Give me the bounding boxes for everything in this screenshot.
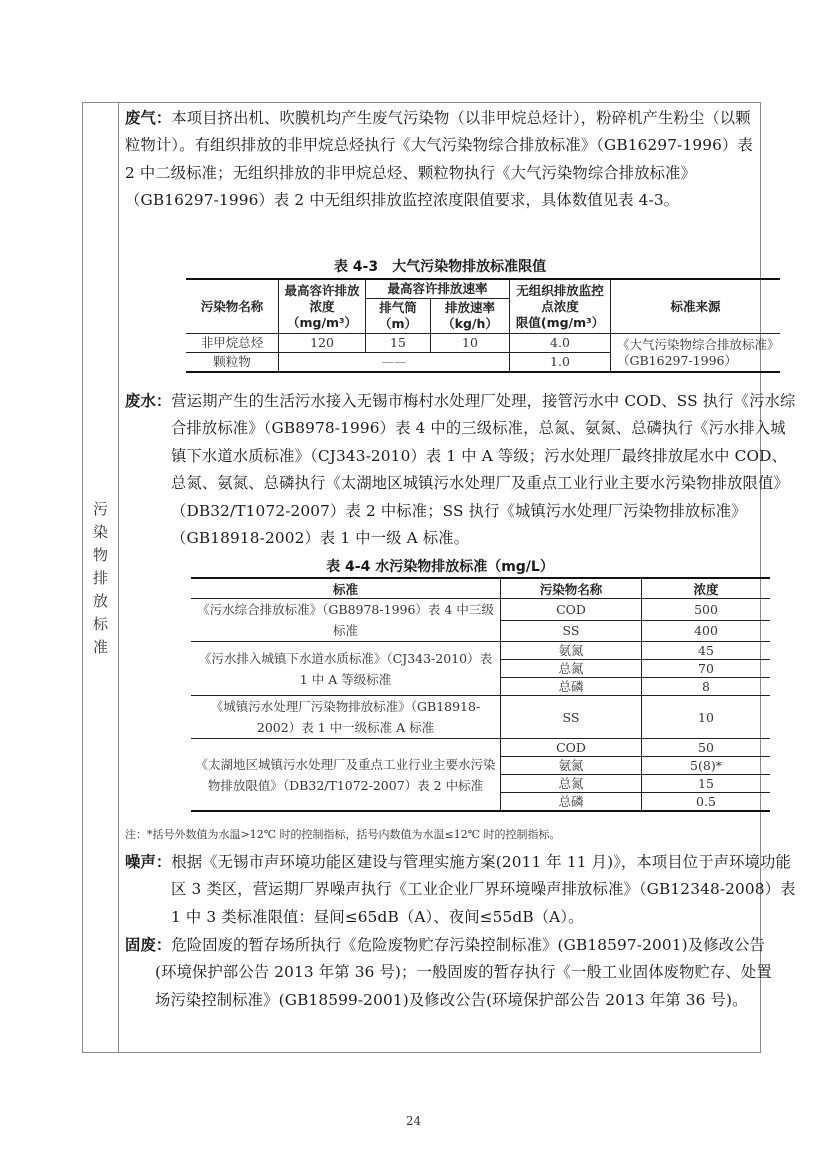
table-header-row <box>191 578 770 599</box>
header-rate-label: 排放速率 <box>444 300 495 315</box>
cell-standard: 《污水综合排放标准》（GB8978-1996）表 4 中三级标准 <box>191 599 501 642</box>
waste-water-lead: 废水： <box>125 392 172 410</box>
cell-pollutant: 颗粒物 <box>186 353 279 373</box>
table-header-row <box>186 279 780 299</box>
cell-value: 5(8)* <box>642 757 771 775</box>
table-4-4 <box>191 577 770 812</box>
cell-merged-empty: —— <box>279 353 510 373</box>
header-pollutant: 污染物名称 <box>186 279 279 334</box>
header-rate <box>431 299 510 334</box>
cell-value: 15 <box>642 775 771 793</box>
waste-water-paragraph <box>125 388 801 552</box>
header-pollutant: 污染物名称 <box>501 578 642 599</box>
cell-rate: 10 <box>431 334 510 353</box>
label-char: 染 <box>92 523 108 541</box>
table-4-3 <box>186 278 780 373</box>
cell-pollutant: 氨氮 <box>501 642 642 660</box>
waste-gas-paragraph <box>125 105 755 215</box>
header-max-rate: 最高容许排放速率 <box>366 279 510 299</box>
cell-value: 8 <box>642 678 771 696</box>
cell-pollutant: 总氮 <box>501 775 642 793</box>
cell-pollutant: COD <box>501 739 642 757</box>
cell-value: 400 <box>642 620 771 642</box>
page-number: 24 <box>405 1114 422 1128</box>
header-source: 标准来源 <box>611 279 781 334</box>
waste-gas-lead: 废气： <box>125 109 172 127</box>
cell-pollutant: 非甲烷总烃 <box>186 334 279 353</box>
column-separator <box>118 103 119 1052</box>
table-note: 注：*括号外数值为水温>12℃ 时的控制指标，括号内数值为水温≤12℃ 时的控制指标。 <box>125 828 561 841</box>
cell-standard: 《太湖地区城镇污水处理厂及重点工业行业主要水污染物排放限值》（DB32/T1072-2007）表 2 中标准 <box>191 739 501 812</box>
label-char: 排 <box>92 569 108 587</box>
noise-text: 根据《无锡市声环境功能区建设与管理实施方案(2011 年 11 月)》，本项目位于声环境功能区 3 类区，营运期厂界噪声执行《工业企业厂界环境噪声排放标准》（GB12348-2008）表 1 中 3 类标准限值：昼间≤65dB（A）、夜间≤55dB（A）。 <box>171 853 796 926</box>
cell-pollutant: 总磷 <box>501 678 642 696</box>
label-char: 标 <box>92 615 108 633</box>
label-char: 污 <box>92 500 108 518</box>
solid-waste-lead: 固废： <box>125 936 172 954</box>
table-row <box>191 696 770 739</box>
header-fugitive-label: 无组织排放监控点浓度 <box>516 282 604 314</box>
waste-water-text: 营运期产生的生活污水接入无锡市梅村水处理厂处理，接管污水中 COD、SS 执行《污水综合排放标准》（GB8978-1996）表 4 中的三级标准，总氮、氨氮、总磷执行《污水排入城镇下水道水质标准》（CJ343-2010）表 1 中 A 等级；污水处理厂最终排放尾水中 COD、总氮、氨氮、总磷执行《太湖地区城镇污水处理厂及重点工业行业主要水污染物排放限值》（DB32/T1072-2007）表 2 中标准；SS 执行《城镇污水处理厂污染物排放标准》（GB18918-2002）表 1 中一级 A 标准。 <box>171 392 796 548</box>
table-row <box>191 599 770 621</box>
header-fugitive <box>510 279 611 334</box>
standards-frame <box>82 102 796 1053</box>
noise-lead: 噪声： <box>125 853 172 871</box>
waste-gas-text: 本项目挤出机、吹膜机均产生废气污染物（以非甲烷总烃计），粉碎机产生粉尘（以颗粒物计）。有组织排放的非甲烷总烃执行《大气污染物综合排放标准》（GB16297-1996）表 2 中二级标准；无组织排放的非甲烷总烃、颗粒物执行《大气污染物综合排放标准》（GB16297-1996）表 2 中无组织排放监控浓度限值要求，具体数值见表 4-3。 <box>125 109 753 210</box>
cell-fugitive: 4.0 <box>510 334 611 353</box>
cell-source: 《大气污染物综合排放标准》（GB16297-1996） <box>611 334 781 373</box>
header-stack <box>366 299 431 334</box>
header-rate-unit: （kg/h） <box>442 316 498 331</box>
solid-waste-paragraph <box>125 932 785 1014</box>
header-concentration: 浓度 <box>642 578 771 599</box>
label-char: 放 <box>92 592 108 610</box>
cell-standard: 《污水排入城镇下水道水质标准》（CJ343-2010）表 1 中 A 等级标准 <box>191 642 501 696</box>
cell-value: 50 <box>642 739 771 757</box>
table-4-4-caption: 表 4-4 水污染物排放标准（mg/L） <box>326 559 554 575</box>
cell-value: 0.5 <box>642 793 771 812</box>
cell-fugitive: 1.0 <box>510 353 611 373</box>
section-label <box>83 498 118 659</box>
cell-max-conc: 120 <box>279 334 366 353</box>
header-standard: 标准 <box>191 578 501 599</box>
cell-pollutant: SS <box>501 620 642 642</box>
cell-value: 10 <box>642 696 771 739</box>
header-max-conc <box>279 279 366 334</box>
label-char: 准 <box>92 638 108 656</box>
header-stack-label: 排气筒 <box>379 300 417 315</box>
label-char: 物 <box>92 546 108 564</box>
noise-paragraph <box>125 849 801 931</box>
cell-pollutant: COD <box>501 599 642 621</box>
header-stack-unit: （m） <box>378 316 418 331</box>
cell-value: 45 <box>642 642 771 660</box>
cell-value: 500 <box>642 599 771 621</box>
cell-pollutant: 总氮 <box>501 660 642 678</box>
header-fugitive-unit: 限值(mg/m³） <box>515 314 605 330</box>
header-max-conc-unit: （mg/m³） <box>286 314 358 330</box>
cell-stack: 15 <box>366 334 431 353</box>
solid-waste-text: 危险固废的暂存场所执行《危险废物贮存污染控制标准》(GB18597-2001)及修改公告(环境保护部公告 2013 年第 36 号)；一般固废的暂存执行《一般工业固体废物贮存、处置场污染控制标准》(GB18599-2001)及修改公告(环境保护部公告 2013 年第 36 号)。 <box>155 936 772 1009</box>
table-row <box>186 334 780 353</box>
header-max-conc-label: 最高容许排放浓度 <box>284 282 360 314</box>
cell-standard: 《城镇污水处理厂污染物排放标准》（GB18918-2002）表 1 中一级标准 A 标准 <box>191 696 501 739</box>
table-4-3-caption: 表 4-3 大气污染物排放标准限值 <box>333 259 547 275</box>
table-row <box>191 739 770 757</box>
table-row <box>191 642 770 660</box>
cell-pollutant: 氨氮 <box>501 757 642 775</box>
cell-value: 70 <box>642 660 771 678</box>
cell-pollutant: SS <box>501 696 642 739</box>
cell-pollutant: 总磷 <box>501 793 642 812</box>
